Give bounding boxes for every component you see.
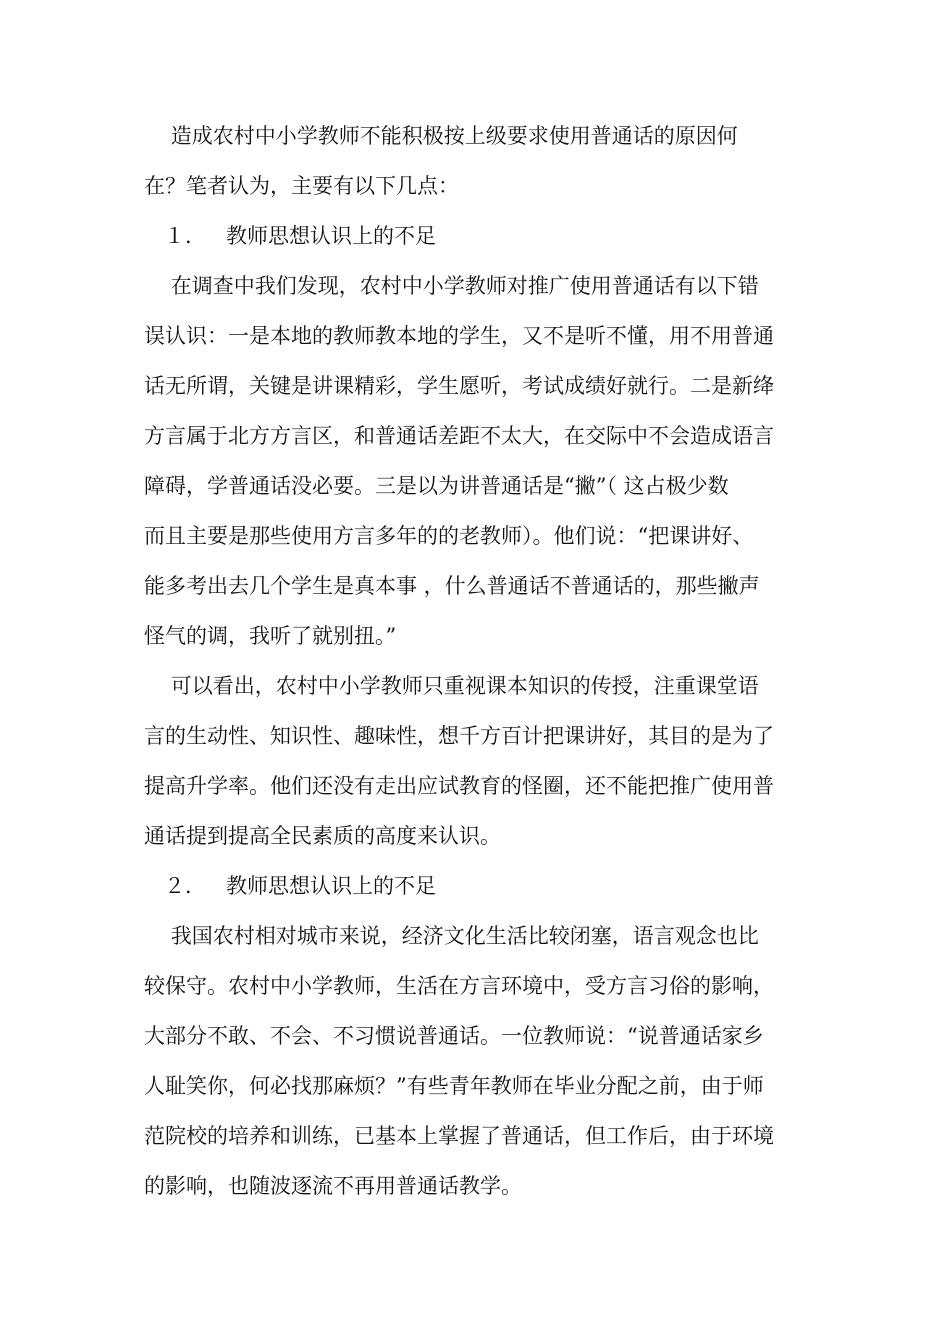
section-heading: ２． 教师思想认识上的不足 [144,874,437,898]
text-line: 误认识：一是本地的教师教本地的学生，又不是听不懂，用不用普通 [144,324,774,348]
text-line: 大部分不敢、不会、不习惯说普通话。一位教师说：“说普通话家乡 [144,1024,764,1048]
text-line: 方言属于北方方言区，和普通话差距不太大，在交际中不会造成语言 [144,424,774,448]
text-line: 较保守。农村中小学教师，生活在方言环境中，受方言习俗的影响， [144,974,774,998]
text-line: 障碍，学普通话没必要。三是以为讲普通话是“撇”（ 这占极少数 [144,474,729,498]
text-line: 通话提到提高全民素质的高度来认识。 [144,824,501,848]
text-line: 的影响，也随波逐流不再用普通话教学。 [144,1174,522,1198]
text-line: 在调查中我们发现，农村中小学教师对推广使用普通话有以下错 [144,274,759,298]
text-line: 我国农村相对城市来说，经济文化生活比较闭塞，语言观念也比 [144,924,759,948]
text-line: 提高升学率。他们还没有走出应试教育的怪圈，还不能把推广使用普 [144,774,774,798]
text-line: 在？笔者认为，主要有以下几点： [144,174,459,198]
section-heading: １． 教师思想认识上的不足 [144,224,437,248]
text-line: 而且主要是那些使用方言多年的的老教师）。他们说：“把课讲好、 [144,524,754,548]
text-line: 造成农村中小学教师不能积极按上级要求使用普通话的原因何 [144,124,738,148]
text-line: 可以看出，农村中小学教师只重视课本知识的传授，注重课堂语 [144,674,759,698]
text-line: 怪气的调，我听了就别扭。” [144,624,397,648]
text-line: 范院校的培养和训练，已基本上掌握了普通话，但工作后，由于环境 [144,1124,774,1148]
text-line: 能多考出去几个学生是真本事 ，什么普通话不普通话的，那些撇声 [144,574,760,598]
text-line: 话无所谓，关键是讲课精彩，学生愿听，考试成绩好就行。二是新绛 [144,374,774,398]
text-line: 人耻笑你，何必找那麻烦？”有些青年教师在毕业分配之前，由于师 [144,1074,764,1098]
text-line: 言的生动性、知识性、趣味性，想千方百计把课讲好，其目的是为了 [144,724,774,748]
